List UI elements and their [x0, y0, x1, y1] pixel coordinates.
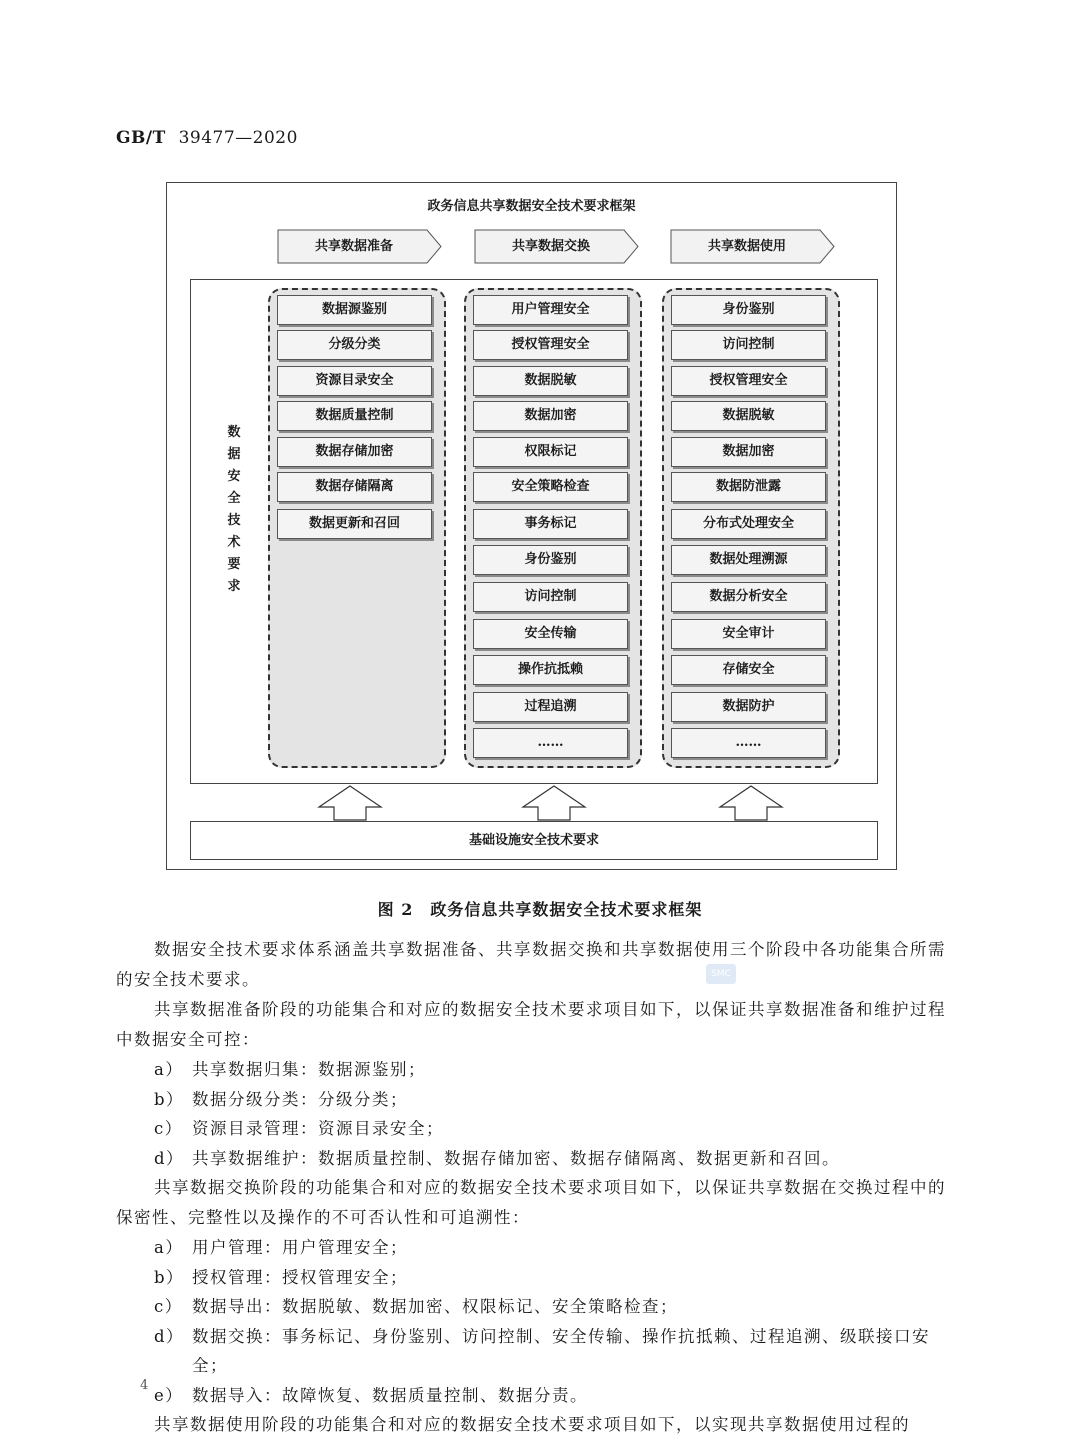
standard-code-number: 39477—2020 [178, 128, 298, 148]
list-marker: c） [154, 1297, 183, 1316]
requirement-item: 数据防泄露 [671, 472, 826, 502]
up-arrow-icon [521, 785, 587, 821]
list-item [116, 1263, 952, 1293]
paragraph: 共享数据准备阶段的功能集合和对应的数据安全技术要求项目如下，以保证共享数据准备和维护过程中数据安全可控： [116, 1000, 946, 1049]
requirement-item: 数据脱敏 [671, 401, 826, 431]
infrastructure-box: 基础设施安全技术要求 [190, 821, 878, 860]
requirement-item: …… [473, 728, 628, 758]
list-text: 数据交换：事务标记、身份鉴别、访问控制、安全传输、操作抗抵赖、过程追溯、级联接口安全； [192, 1326, 930, 1375]
requirement-item: 访问控制 [473, 582, 628, 612]
list-text: 用户管理：用户管理安全； [192, 1238, 408, 1257]
stage-arrow-exchange [474, 229, 640, 264]
requirement-item: 数据存储加密 [277, 437, 432, 467]
list-item [116, 1144, 952, 1174]
list-text: 共享数据维护：数据质量控制、数据存储加密、数据存储隔离、数据更新和召回。 [192, 1148, 840, 1168]
column-prepare [268, 288, 446, 768]
up-arrow-icon [317, 785, 383, 821]
requirement-item: 事务标记 [473, 509, 628, 539]
stage-label: 共享数据准备 [314, 239, 393, 254]
body-text [116, 935, 952, 1440]
list-marker: a） [154, 1238, 184, 1257]
requirement-item: 权限标记 [473, 437, 628, 467]
column-use [662, 288, 840, 768]
figure-title: 政务信息共享数据安全技术要求框架 [427, 199, 636, 214]
list-marker: b） [154, 1267, 185, 1287]
requirement-item: 存储安全 [671, 655, 826, 685]
requirement-item: 操作抗抵赖 [473, 655, 628, 685]
requirement-item: 身份鉴别 [671, 295, 826, 325]
framework-figure [166, 182, 897, 870]
requirement-item: 分布式处理安全 [671, 509, 826, 539]
list-text: 数据导出：数据脱敏、数据加密、权限标记、安全策略检查； [192, 1297, 678, 1316]
list-text: 授权管理：授权管理安全； [192, 1267, 408, 1287]
list-item [116, 1055, 952, 1085]
list-marker: a） [154, 1060, 184, 1079]
requirement-item: 分级分类 [277, 330, 432, 360]
list-marker: d） [154, 1326, 185, 1346]
list-marker: e） [154, 1385, 184, 1405]
requirement-item: 授权管理安全 [671, 366, 826, 396]
list-text: 资源目录管理：资源目录安全； [192, 1119, 444, 1138]
standard-code [116, 128, 298, 148]
list-text: 数据分级分类：分级分类； [192, 1089, 408, 1109]
requirement-item: 数据源鉴别 [277, 295, 432, 325]
requirement-item: 数据质量控制 [277, 401, 432, 431]
requirement-item: 用户管理安全 [473, 295, 628, 325]
list-item [116, 1322, 952, 1381]
list-marker: d） [154, 1148, 185, 1168]
stage-label: 共享数据使用 [707, 239, 786, 254]
list-item [116, 1114, 952, 1144]
requirement-item: 数据脱敏 [473, 366, 628, 396]
requirements-panel [190, 279, 878, 784]
requirement-item: 授权管理安全 [473, 330, 628, 360]
requirement-item: 安全审计 [671, 619, 826, 649]
requirement-item: 数据分析安全 [671, 582, 826, 612]
paragraph: 数据安全技术要求体系涵盖共享数据准备、共享数据交换和共享数据使用三个阶段中各功能集合所需的安全技术要求。 [116, 940, 946, 989]
requirement-item: 数据加密 [671, 437, 826, 467]
up-arrow-icon [718, 785, 784, 821]
requirement-item: 身份鉴别 [473, 545, 628, 575]
paragraph: 共享数据交换阶段的功能集合和对应的数据安全技术要求项目如下，以保证共享数据在交换过程中的保密性、完整性以及操作的不可否认性和可追溯性： [116, 1178, 946, 1227]
requirement-item: 数据存储隔离 [277, 472, 432, 502]
stage-arrow-prepare [277, 229, 443, 264]
requirement-item: 安全传输 [473, 619, 628, 649]
requirement-item: 数据加密 [473, 401, 628, 431]
list-item [116, 1085, 952, 1115]
requirement-item: 数据更新和召回 [277, 509, 432, 539]
list-text: 数据导入：故障恢复、数据质量控制、数据分责。 [192, 1385, 588, 1405]
side-label: 数据安全技术要求 [227, 425, 241, 594]
standard-code-prefix: GB/T [116, 128, 166, 148]
requirement-item: …… [671, 728, 826, 758]
stage-arrow-use [670, 229, 836, 264]
requirement-item: 访问控制 [671, 330, 826, 360]
list-item [116, 1292, 952, 1322]
list-marker: b） [154, 1089, 185, 1109]
stage-label: 共享数据交换 [511, 239, 590, 254]
requirement-item: 安全策略检查 [473, 472, 628, 502]
watermark-logo: SMC [706, 964, 736, 984]
requirement-item: 过程追溯 [473, 692, 628, 722]
requirement-item: 数据防护 [671, 692, 826, 722]
requirement-item: 资源目录安全 [277, 366, 432, 396]
list-text: 共享数据归集：数据源鉴别； [192, 1060, 426, 1079]
list-item [116, 1381, 952, 1411]
figure-caption: 图 2 政务信息共享数据安全技术要求框架 [377, 900, 703, 919]
page-number: 4 [140, 1378, 149, 1393]
list-item [116, 1233, 952, 1263]
requirement-item: 数据处理溯源 [671, 545, 826, 575]
column-exchange [464, 288, 642, 768]
list-marker: c） [154, 1119, 183, 1138]
paragraph: 共享数据使用阶段的功能集合和对应的数据安全技术要求项目如下，以实现共享数据使用过程的 [154, 1415, 910, 1434]
